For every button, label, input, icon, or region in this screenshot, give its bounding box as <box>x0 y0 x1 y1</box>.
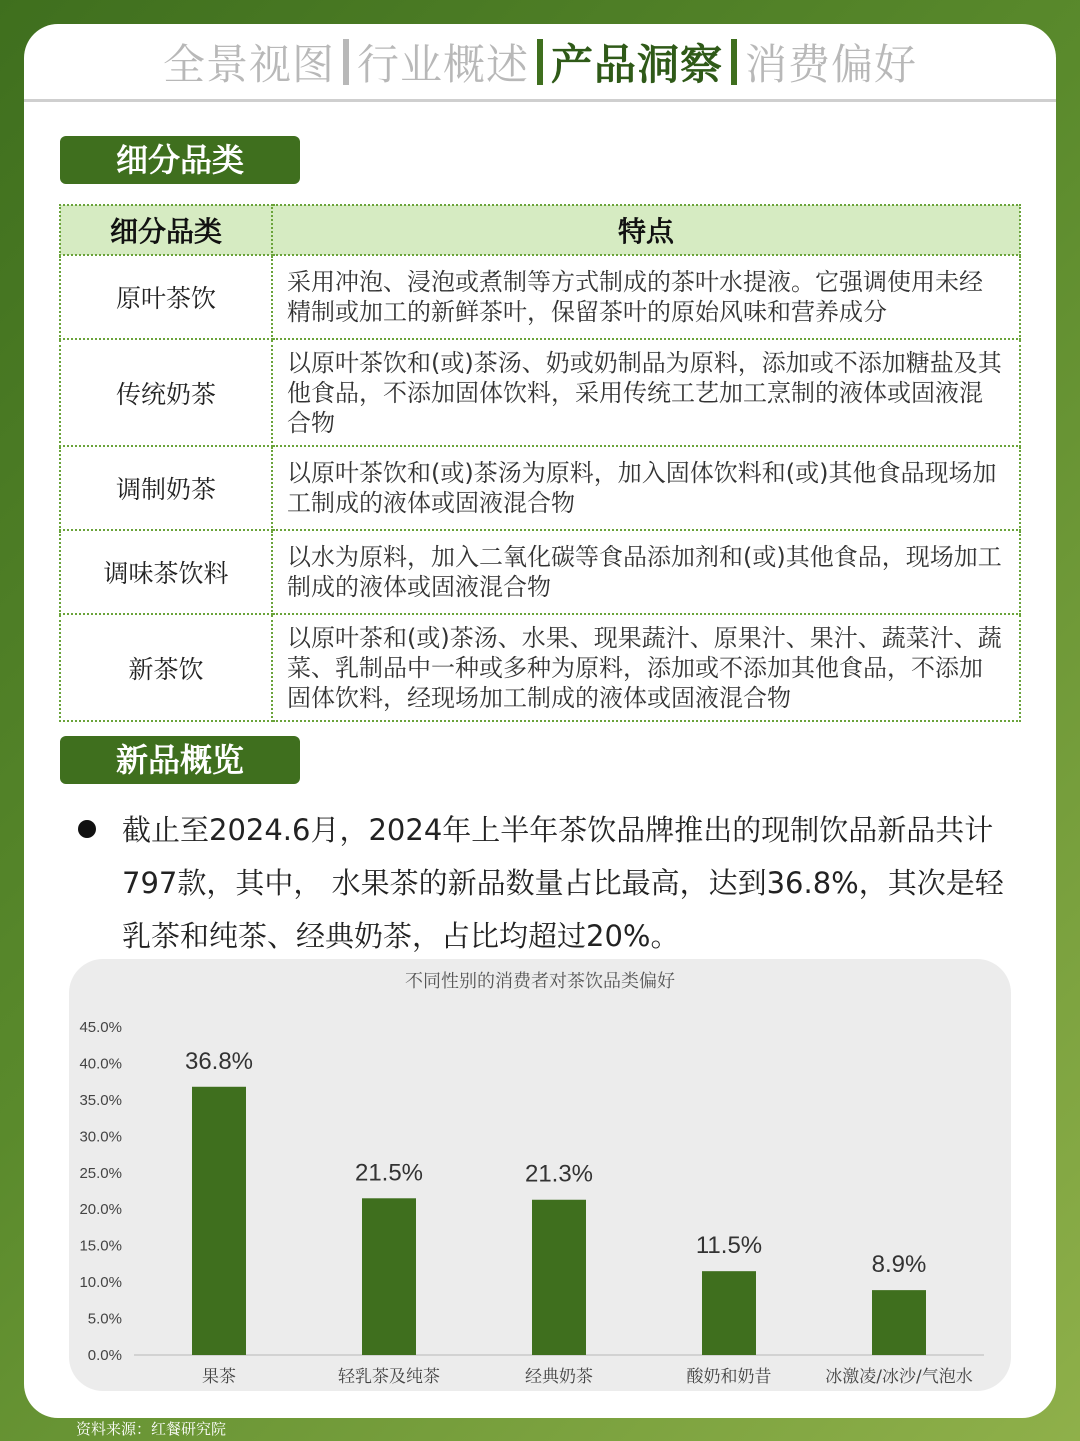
bar-value-label: 21.3% <box>524 1160 594 1188</box>
row-category-desc: 以原叶茶饮和(或)茶汤为原料，加入固体饮料和(或)其他食品现场加工制成的液体或固液混合物 <box>272 446 1020 530</box>
chart-title: 不同性别的消费者对茶饮品类偏好 <box>405 971 675 992</box>
nav-tab-consumer-preference[interactable]: 消费偏好 <box>745 39 918 89</box>
x-category-label: 冰激凌/冰沙/气泡水 <box>825 1367 973 1387</box>
row-category-name: 传统奶茶 <box>60 339 272 446</box>
bar-value-label: 36.8% <box>184 1047 254 1075</box>
section-tag-categories: 细分品类 <box>60 136 300 184</box>
y-tick-label: 30.0% <box>79 1128 122 1146</box>
x-category-label: 酸奶和奶昔 <box>686 1367 772 1387</box>
bar-value-label: 21.5% <box>354 1159 424 1187</box>
chart-bar <box>192 1087 246 1355</box>
top-nav <box>24 24 1056 102</box>
x-category-label: 轻乳茶及纯茶 <box>338 1367 440 1387</box>
x-category-label: 经典奶茶 <box>525 1367 593 1387</box>
y-tick-label: 25.0% <box>79 1164 122 1182</box>
chart-bar <box>872 1290 926 1355</box>
row-category-name: 原叶茶饮 <box>60 255 272 339</box>
table-row <box>60 339 1020 446</box>
source-note: 资料来源：红餐研究院 <box>76 1420 227 1438</box>
row-category-name: 新茶饮 <box>60 614 272 721</box>
x-category-label: 果茶 <box>202 1367 236 1387</box>
table-row <box>60 255 1020 339</box>
table-row <box>60 446 1020 530</box>
bar-chart <box>69 959 1011 1391</box>
row-category-desc: 以水为原料，加入二氧化碳等食品添加剂和(或)其他食品，现场加工制成的液体或固液混合物 <box>272 530 1020 614</box>
y-tick-label: 15.0% <box>79 1237 122 1255</box>
nav-tab-overview[interactable]: 全景视图 <box>162 39 335 89</box>
table-row <box>60 614 1020 721</box>
row-category-desc: 以原叶茶饮和(或)茶汤、奶或奶制品为原料，添加或不添加糖盐及其他食品，不添加固体饮料，采用传统工艺加工烹制的液体或固液混合物 <box>272 339 1020 446</box>
y-tick-label: 35.0% <box>79 1091 122 1109</box>
row-category-desc: 采用冲泡、浸泡或煮制等方式制成的茶叶水提液。它强调使用未经精制或加工的新鲜茶叶，保留茶叶的原始风味和营养成分 <box>272 255 1020 339</box>
row-category-name: 调味茶饮料 <box>60 530 272 614</box>
y-tick-label: 45.0% <box>79 1019 122 1036</box>
row-category-name: 调制奶茶 <box>60 446 272 530</box>
nav-tab-industry[interactable]: 行业概述 <box>356 39 529 89</box>
y-tick-label: 20.0% <box>79 1201 122 1219</box>
content-card <box>24 24 1056 1418</box>
table-row <box>60 530 1020 614</box>
chart-bar <box>362 1198 416 1355</box>
category-table <box>59 204 1021 722</box>
row-category-desc: 以原叶茶和(或)茶汤、水果、现果蔬汁、原果汁、果汁、蔬菜汁、蔬菜、乳制品中一种或多种为原料，添加或不添加其他食品，不添加固体饮料，经现场加工制成的液体或固液混合物 <box>272 614 1020 721</box>
summary-paragraph: 截止至2024.6月，2024年上半年茶饮品牌推出的现制饮品新品共计797款，其中， 水果茶的新品数量占比最高，达到36.8%，其次是轻乳茶和纯茶、经典奶茶，占比均超过20%。 <box>122 813 1004 953</box>
chart-bar <box>532 1200 586 1355</box>
section-tag-new-products: 新品概览 <box>60 736 300 784</box>
nav-tab-product-insight[interactable]: 产品洞察 <box>551 39 724 89</box>
bar-value-label: 11.5% <box>695 1232 763 1260</box>
y-tick-label: 40.0% <box>79 1055 122 1073</box>
y-tick-label: 0.0% <box>87 1347 122 1364</box>
y-tick-label: 5.0% <box>87 1310 122 1328</box>
bar-value-label: 8.9% <box>871 1251 927 1279</box>
bullet-icon <box>78 820 96 838</box>
chart-bar <box>702 1271 756 1355</box>
table-header-features: 特点 <box>272 205 1020 255</box>
table-header-category: 细分品类 <box>60 205 272 255</box>
y-tick-label: 10.0% <box>79 1274 122 1292</box>
chart-container <box>69 959 1011 1391</box>
